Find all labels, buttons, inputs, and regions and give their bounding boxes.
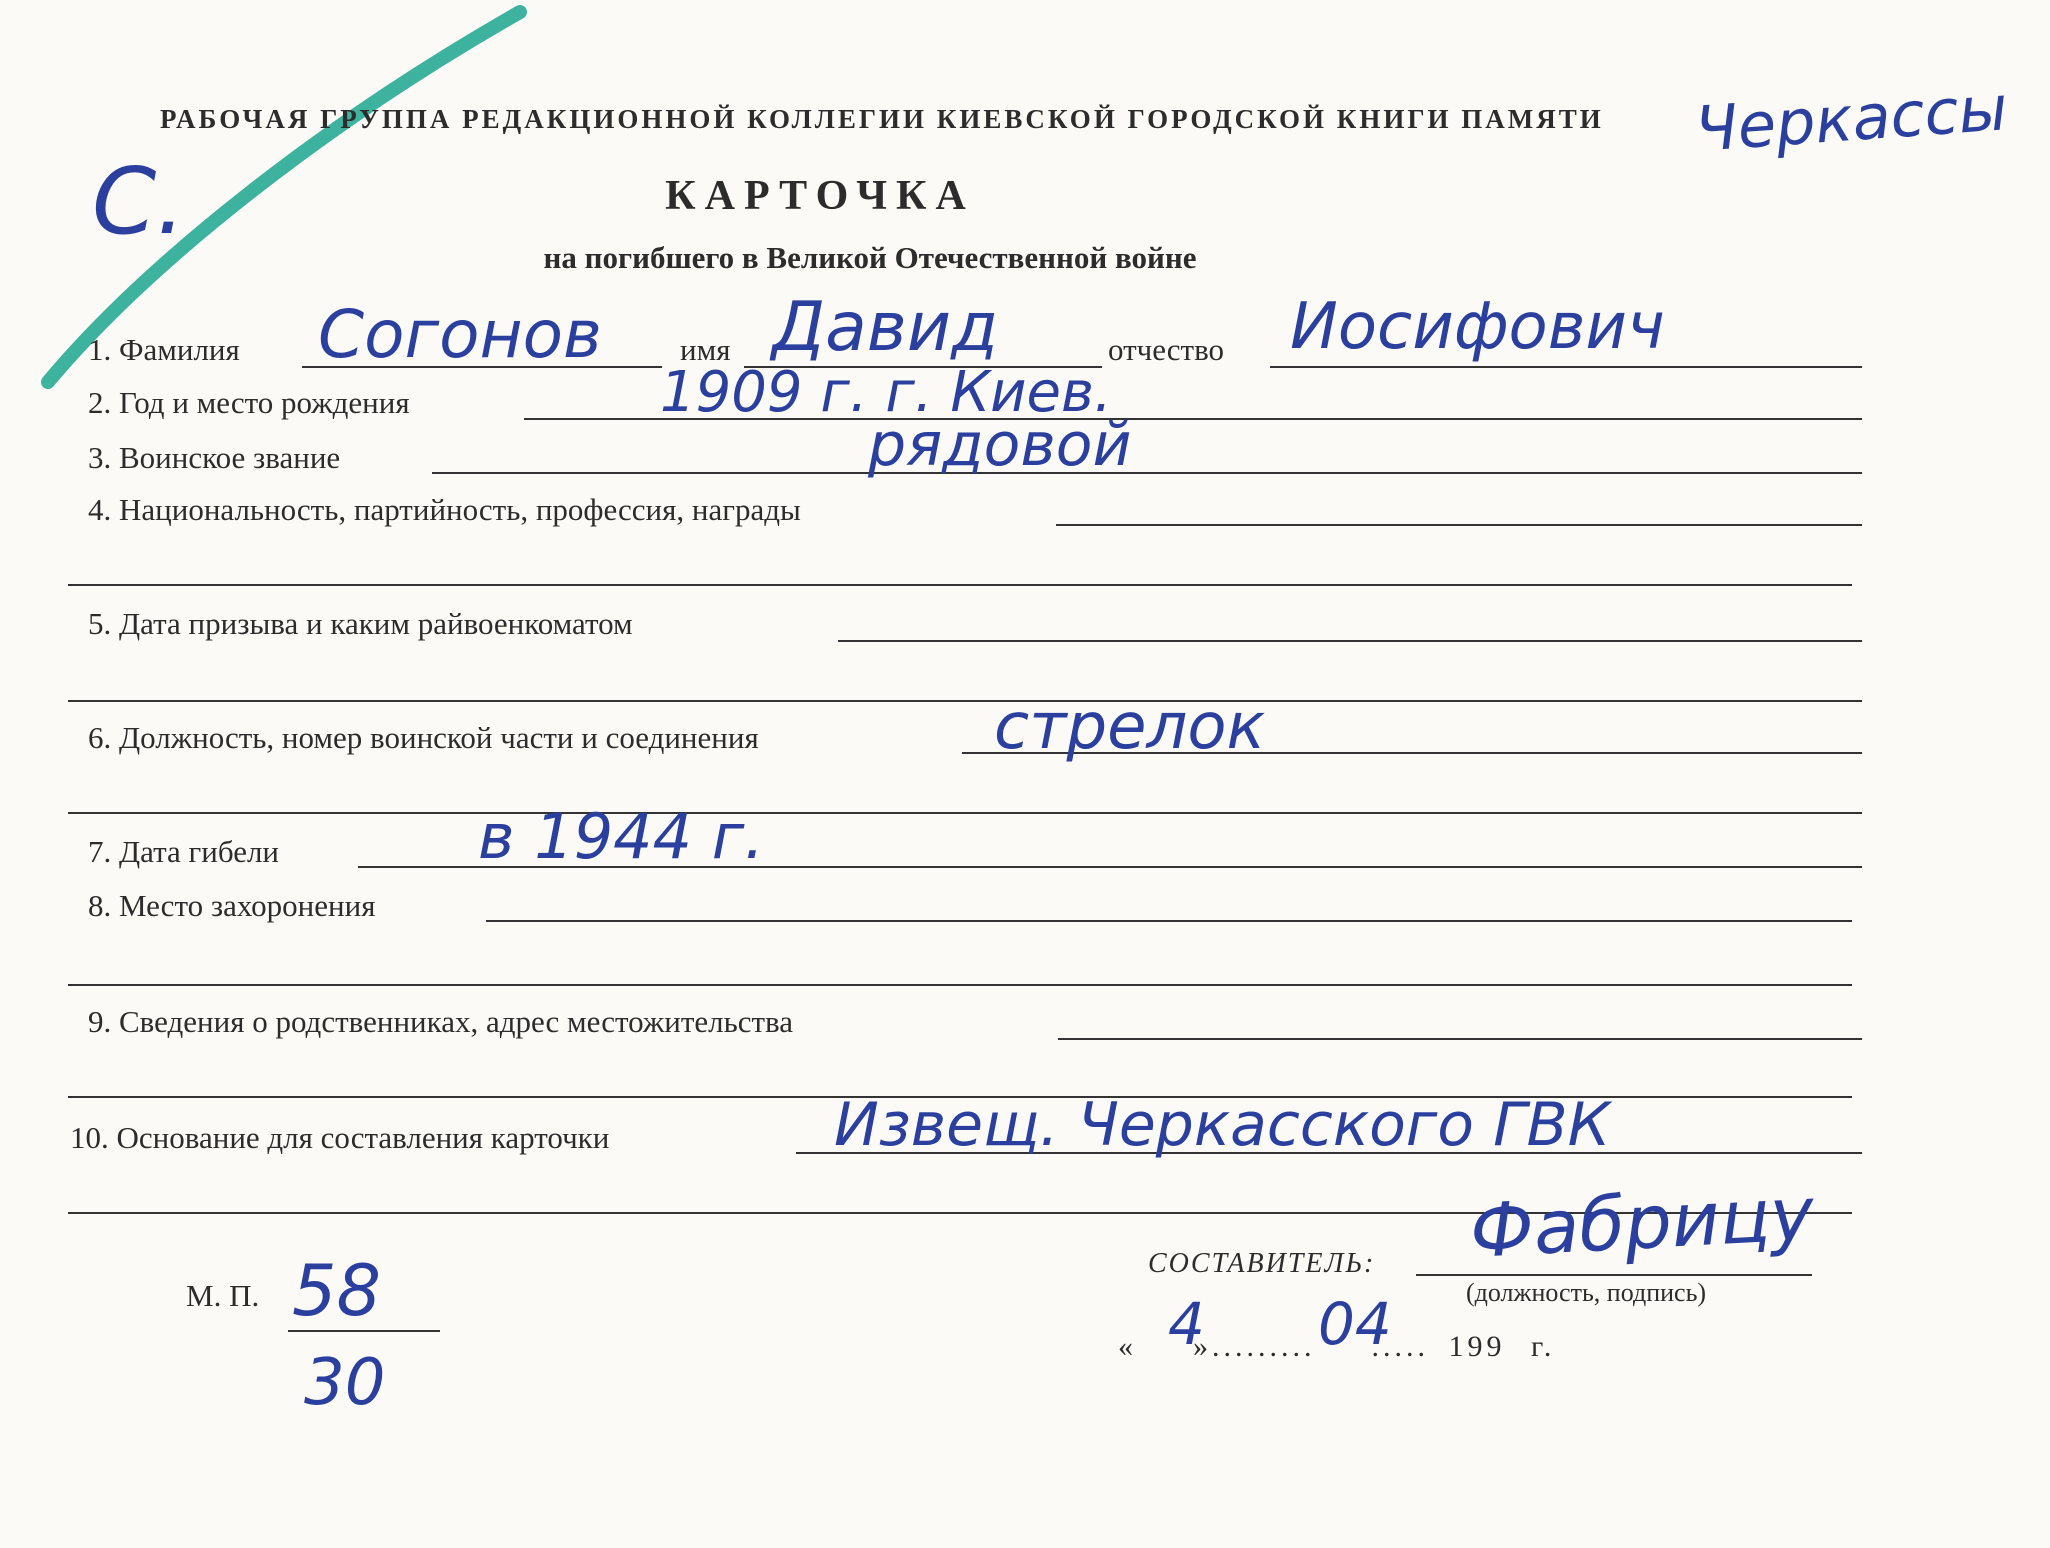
handwritten-death-date: в 1944 г. [478, 800, 765, 873]
relatives-line [1058, 1038, 1862, 1040]
nationality-line [1056, 524, 1862, 526]
relatives-label: 9. Сведения о родственниках, адрес местожительства [88, 1004, 794, 1039]
handwritten-signature: Фабрицу [1467, 1171, 1816, 1275]
date-year-suffix: г. [1531, 1330, 1556, 1363]
rank-label: 3. Воинское звание [88, 440, 341, 475]
handwritten-rank: рядовой [868, 410, 1132, 480]
patronymic-label: отчество [1108, 332, 1224, 367]
death-date-label: 7. Дата гибели [88, 834, 280, 869]
burial-label: 8. Место захоронения [88, 888, 376, 923]
compiler-label: СОСТАВИТЕЛЬ: [1148, 1248, 1376, 1279]
handwritten-patronymic: Иосифович [1290, 290, 1665, 364]
handwritten-position: стрелок [994, 690, 1266, 764]
date-year: 199 [1448, 1330, 1506, 1363]
burial-line [486, 920, 1852, 922]
nationality-label: 4. Национальность, партийность, профессия, награды [88, 492, 801, 527]
date-dots-end: ..... [1371, 1330, 1429, 1363]
nationality-line-2 [68, 584, 1852, 586]
mp-label: М. П. [186, 1278, 260, 1313]
card-title: КАРТОЧКА [665, 173, 975, 219]
date-open-quote: « [1118, 1330, 1137, 1363]
handwritten-birth: 1909 г. г. Киев. [660, 360, 1112, 425]
handwritten-basis: Извещ. Черкасского ГВК [834, 1090, 1611, 1160]
draft-line-2 [68, 700, 1862, 702]
draft-label: 5. Дата призыва и каким райвоенкоматом [88, 606, 633, 641]
handwritten-city: Черкассы [1692, 71, 2010, 166]
rank-line [432, 472, 1862, 474]
mp-fraction-line [288, 1330, 440, 1332]
handwritten-letter: С. [92, 148, 186, 255]
handwritten-mp-top: 58 [292, 1250, 382, 1332]
name-label: имя [680, 332, 731, 367]
card-header: РАБОЧАЯ ГРУППА РЕДАКЦИОННОЙ КОЛЛЕГИИ КИЕВСКОЙ ГОРОДСКОЙ КНИГИ ПАМЯТИ [160, 104, 1604, 134]
position-line-2 [68, 812, 1862, 814]
handwritten-name: Давид [772, 288, 999, 367]
date-mid: »......... [1193, 1330, 1316, 1363]
card-subtitle: на погибшего в Великой Отечественной войне [543, 240, 1197, 275]
birth-label: 2. Год и место рождения [88, 385, 410, 420]
surname-label: 1. Фамилия [88, 332, 240, 367]
burial-line-2 [68, 984, 1852, 986]
basis-label: 10. Основание для составления карточки [70, 1120, 610, 1155]
handwritten-mp-bottom: 30 [304, 1346, 386, 1420]
handwritten-month: 04 [1318, 1290, 1392, 1358]
compiler-note: (должность, подпись) [1466, 1278, 1707, 1307]
handwritten-day: 4 [1168, 1290, 1205, 1358]
draft-line [838, 640, 1862, 642]
patronymic-line [1270, 366, 1862, 368]
position-label: 6. Должность, номер воинской части и соединения [88, 720, 759, 755]
handwritten-surname: Согонов [318, 296, 602, 373]
